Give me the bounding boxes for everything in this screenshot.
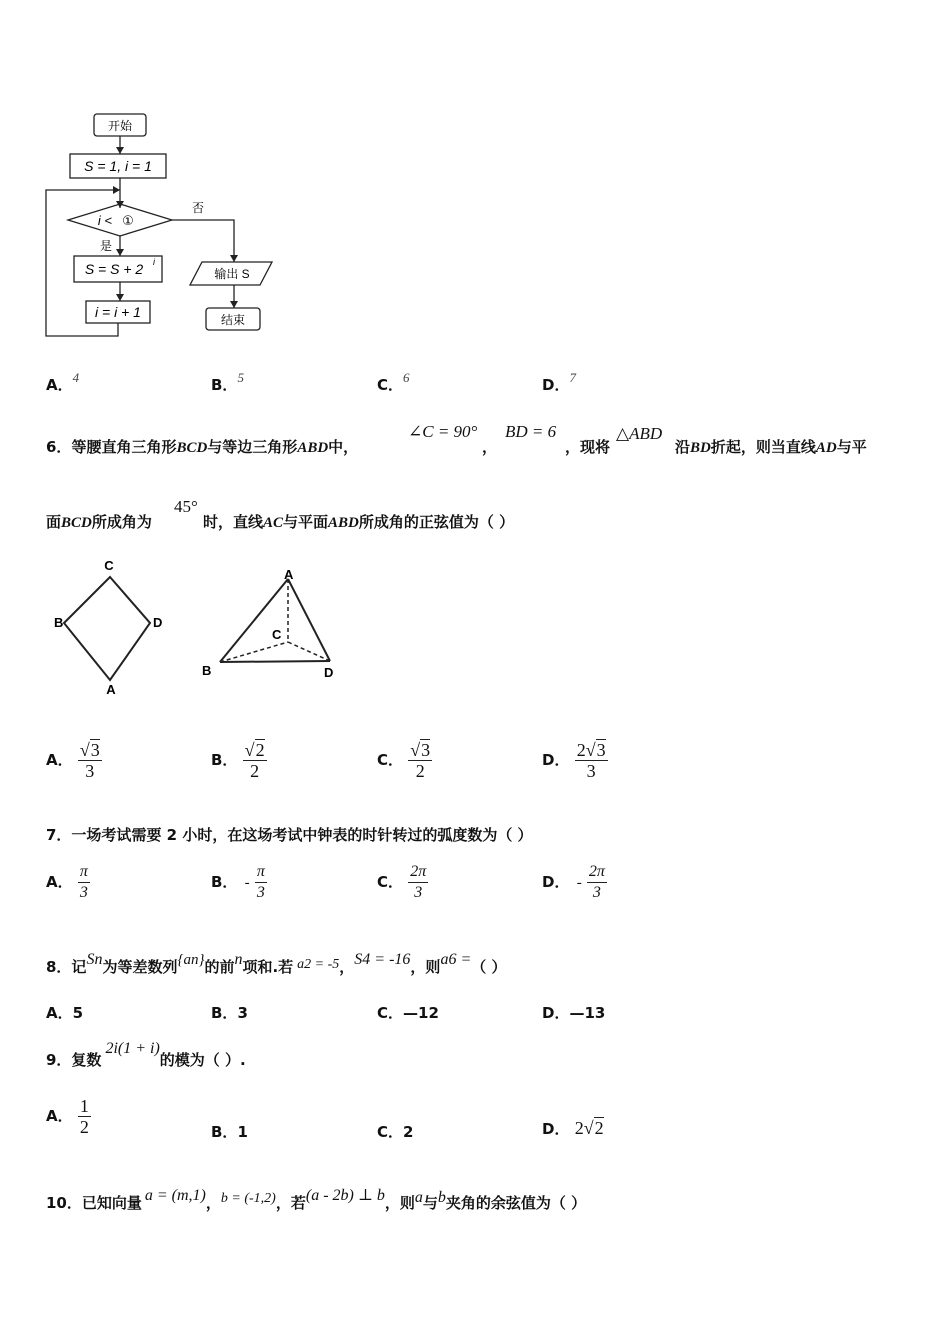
radicand: 3 xyxy=(90,740,100,760)
option-letter: B． xyxy=(211,1004,238,1022)
numerator: 2π xyxy=(408,862,428,883)
q9-question xyxy=(46,1040,246,1070)
q8-a2: a2 = -5 xyxy=(297,957,340,972)
option-letter: C． xyxy=(377,1123,404,1141)
option-value: —12 xyxy=(403,1004,439,1022)
q7-option-c[interactable] xyxy=(377,862,428,903)
q6-var: ABD xyxy=(297,440,329,456)
option-letter: D． xyxy=(542,751,570,769)
q9-option-a[interactable] xyxy=(46,1096,91,1137)
question-number: 6． xyxy=(46,438,72,456)
option-fraction: $\frac{2√3}{3}$ xyxy=(576,740,606,781)
q6-figure-square xyxy=(50,555,180,700)
radicand: 2 xyxy=(255,740,265,760)
q7-option-a[interactable] xyxy=(46,862,90,903)
q8-option-c[interactable] xyxy=(377,1002,439,1023)
q6-var: ABD xyxy=(328,515,359,531)
q6-text-fold: ，现将 xyxy=(565,438,611,456)
q8-sn: Sn xyxy=(86,951,103,968)
q6-figure-tetrahedron xyxy=(196,565,346,685)
q6-text: 时，直线 xyxy=(203,513,264,531)
fig2-label-d: D xyxy=(324,665,334,680)
q6-text: 所成角为 xyxy=(91,513,152,531)
fig2-label-a: A xyxy=(284,567,294,582)
flowchart-figure xyxy=(40,110,280,345)
q10-vector-a: a = (m,1) xyxy=(144,1187,206,1204)
q8-option-a[interactable] xyxy=(46,1002,83,1023)
q10-a: a xyxy=(414,1189,423,1206)
option-value: 4 xyxy=(72,370,80,385)
q8-an: {an} xyxy=(177,952,205,968)
flow-init-label: S = 1, i = 1 xyxy=(84,158,152,174)
q6-bd-length: BD = 6 xyxy=(505,422,557,441)
option-letter: A． xyxy=(46,376,73,394)
option-letter: C． xyxy=(377,873,404,891)
option-value: 2 xyxy=(403,1123,414,1141)
q6-text: 沿 xyxy=(675,438,691,456)
q7-question: 7．一场考试需要 2 小时，在这场考试中钟表的时针转过的弧度数为（ ） xyxy=(46,826,533,844)
option-letter: B． xyxy=(211,873,238,891)
q8-text: ，则 xyxy=(410,958,441,976)
coefficient: 2 xyxy=(576,740,586,760)
numerator: 2π xyxy=(587,862,607,883)
q8-text: 项和.若 xyxy=(242,958,294,976)
option-value: 5 xyxy=(237,370,244,385)
denominator: 3 xyxy=(256,884,265,901)
q8-text: （ ） xyxy=(471,958,507,976)
q8-a6: a6 = xyxy=(440,951,472,968)
denominator: 2 xyxy=(79,1117,89,1137)
q10-b: b xyxy=(437,1189,446,1206)
q8-text: 8．记 xyxy=(46,958,87,976)
q6-var: AC xyxy=(263,515,284,531)
option-value: 3 xyxy=(237,1004,248,1022)
option-radical: 2√2 xyxy=(574,1118,604,1138)
q6-angle-45: 45° xyxy=(174,497,198,516)
option-fraction xyxy=(255,862,267,903)
q9-option-b[interactable] xyxy=(211,1121,248,1142)
fig1-label-d: D xyxy=(153,615,163,630)
q5-option-c[interactable] xyxy=(377,370,410,395)
fig1-label-a: A xyxy=(106,682,116,697)
q7-option-d[interactable] xyxy=(542,862,607,903)
option-fraction xyxy=(78,862,90,903)
q6-text: 所成角的正弦值为（ ） xyxy=(358,513,515,531)
option-value: 6 xyxy=(403,370,410,385)
radicand: 2 xyxy=(594,1118,604,1138)
option-letter: B． xyxy=(211,751,238,769)
q6-var: BCD xyxy=(61,515,92,531)
flow-update-s-label: S = S + 2 xyxy=(84,261,144,277)
q9-expression: 2i(1 + i) xyxy=(105,1040,160,1057)
q6-line-2a xyxy=(46,511,152,532)
q6-text: 等腰直角三角形 xyxy=(71,438,177,456)
q10-text: 与 xyxy=(422,1194,438,1212)
q10-text: ，则 xyxy=(384,1194,415,1212)
fig1-label-b: B xyxy=(54,615,64,630)
option-value: 7 xyxy=(569,370,576,385)
option-fraction xyxy=(587,862,607,903)
q5-option-d[interactable] xyxy=(542,370,576,395)
q6-text: 与平 xyxy=(836,438,867,456)
fig1-label-c: C xyxy=(104,558,114,573)
option-fraction: $\frac{√3}{2}$ xyxy=(410,740,431,781)
radicand: 3 xyxy=(596,740,606,760)
q8-text: 的前 xyxy=(204,958,235,976)
q6-option-b[interactable] xyxy=(211,740,267,781)
q6-line-1-end xyxy=(675,436,867,457)
option-letter: C． xyxy=(377,376,404,394)
q10-text: 夹角的余弦值为（ ） xyxy=(445,1194,587,1212)
denominator: 3 xyxy=(586,761,596,781)
radicand: 3 xyxy=(421,740,431,760)
option-letter: C． xyxy=(377,751,404,769)
q10-perpendicular: (a - 2b) ⊥ b xyxy=(305,1187,385,1204)
denominator: 2 xyxy=(250,761,260,781)
q10-text: ， xyxy=(205,1194,221,1212)
option-value: —13 xyxy=(569,1004,606,1022)
flow-update-i-label: i = i + 1 xyxy=(95,304,141,320)
q7-option-b[interactable] xyxy=(211,862,267,903)
q6-var: BCD xyxy=(176,440,208,456)
flow-yes-label: 是 xyxy=(99,239,113,253)
flow-start-label: 开始 xyxy=(107,119,133,133)
denominator: 3 xyxy=(414,884,423,901)
fig2-label-c: C xyxy=(272,627,282,642)
flow-output-label: 输出 S xyxy=(214,267,250,281)
flow-condition-prefix: i < xyxy=(97,213,112,228)
q9-option-d[interactable] xyxy=(542,1118,604,1139)
option-fraction: $\frac{√3}{3}$ xyxy=(79,740,100,781)
q6-line-1 xyxy=(46,436,358,457)
option-letter: A． xyxy=(46,873,73,891)
q8-s4: S4 = -16 xyxy=(354,951,411,968)
flow-no-label: 否 xyxy=(191,201,205,215)
q6-line-2b xyxy=(203,511,514,532)
q9-option-c[interactable] xyxy=(377,1121,413,1142)
q5-option-a[interactable] xyxy=(46,370,80,395)
option-letter: D． xyxy=(542,873,570,891)
option-letter: A． xyxy=(46,1107,73,1125)
q6-text: 与平面 xyxy=(283,513,329,531)
option-value: 1 xyxy=(237,1123,248,1141)
option-letter: C． xyxy=(377,1004,404,1022)
flow-end-label: 结束 xyxy=(220,313,246,327)
option-fraction xyxy=(78,1096,91,1137)
option-letter: D． xyxy=(542,376,570,394)
q9-text: 的模为（ ）. xyxy=(159,1051,246,1069)
q6-text: 与等边三角形 xyxy=(207,438,298,456)
option-sign: - xyxy=(244,875,250,891)
q10-vector-b: b = (-1,2) xyxy=(220,1191,276,1206)
q10-text: 10．已知向量 xyxy=(46,1194,142,1212)
q8-question xyxy=(46,951,507,977)
denominator: 2 xyxy=(415,761,425,781)
option-sign: - xyxy=(576,875,582,891)
flow-condition-marker: ① xyxy=(122,213,134,228)
q5-option-b[interactable] xyxy=(211,370,244,395)
q9-text: 9．复数 xyxy=(46,1051,102,1069)
q8-text: 为等差数列 xyxy=(102,958,178,976)
fig2-label-b: B xyxy=(202,663,212,678)
q6-var: AD xyxy=(815,440,837,456)
denominator: 3 xyxy=(79,884,88,901)
q6-comma: ， xyxy=(482,438,498,456)
flow-update-s-exponent: i xyxy=(153,257,155,267)
q8-option-b[interactable] xyxy=(211,1002,248,1023)
option-letter: D． xyxy=(542,1120,570,1138)
q6-text: 折起，则当直线 xyxy=(710,438,816,456)
q8-n: n xyxy=(234,951,243,968)
option-letter: A． xyxy=(46,751,73,769)
numerator: 1 xyxy=(79,1096,89,1116)
q6-text: 面 xyxy=(46,513,62,531)
option-letter: A． xyxy=(46,1004,73,1022)
q6-option-d[interactable] xyxy=(542,740,608,781)
numerator: π xyxy=(255,862,267,883)
q6-triangle-abd: △ABD xyxy=(616,424,663,443)
option-letter: B． xyxy=(211,376,238,394)
q8-option-d[interactable] xyxy=(542,1002,605,1023)
denominator: 3 xyxy=(85,761,95,781)
option-fraction: $\frac{√2}{2}$ xyxy=(244,740,265,781)
option-letter: B． xyxy=(211,1123,238,1141)
q6-angle-c: ∠C = 90° xyxy=(408,422,478,441)
q10-text: ，若 xyxy=(275,1194,306,1212)
q6-option-a[interactable] xyxy=(46,740,102,781)
q10-question xyxy=(46,1187,587,1213)
numerator: π xyxy=(78,862,90,883)
q6-option-c[interactable] xyxy=(377,740,432,781)
coefficient: 2 xyxy=(574,1118,584,1138)
q8-text: ， xyxy=(339,958,355,976)
q6-text: 中， xyxy=(328,438,359,456)
option-value: 5 xyxy=(72,1004,84,1022)
option-letter: D． xyxy=(542,1004,570,1022)
q6-var: BD xyxy=(690,440,711,456)
denominator: 3 xyxy=(592,884,601,901)
option-fraction xyxy=(408,862,428,903)
